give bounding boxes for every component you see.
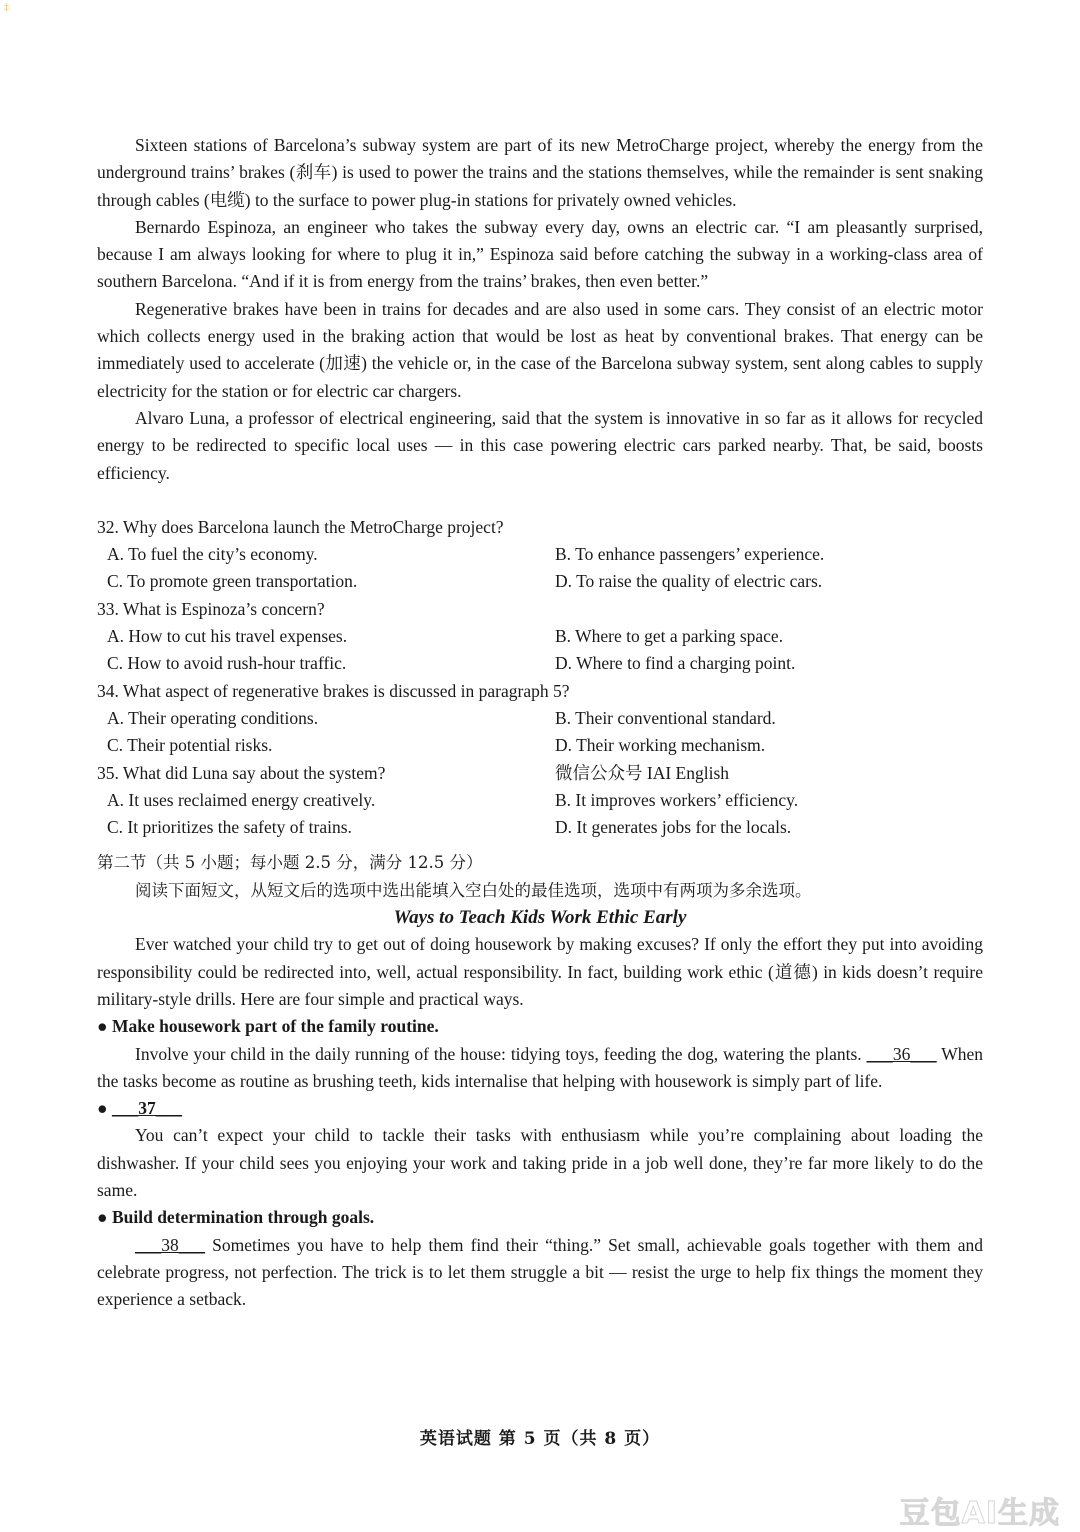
page-content xyxy=(97,132,983,1313)
passage-paragraph: Sixteen stations of Barcelona’s subway system are part of its new MetroCharge project, whereby the energy from the underground trains’ brakes (刹车) is used to power the trains and the stations themselves, while the remainder is sent snaking through cables (电缆) to the surface to power plug-in stations for privately owned vehicles. xyxy=(97,135,983,210)
question-32 xyxy=(97,514,983,596)
bullet-heading xyxy=(97,1204,983,1231)
ai-generated-watermark: 豆包AI生成 xyxy=(899,1496,1060,1531)
option-a: A. How to cut his travel expenses. xyxy=(107,626,348,647)
paragraph-text: Sometimes you have to help them find their “thing.” Set small, achievable goals together with them and celebrate progress, not perfection. The trick is to let them struggle a bit — resist the urge to help fix things the moment they experience a setback. xyxy=(97,1234,984,1310)
blank-38: ___38___ xyxy=(135,1234,205,1255)
option-c: C. How to avoid rush-hour traffic. xyxy=(107,653,347,674)
question-35 xyxy=(97,760,983,842)
blank-37: ___37___ xyxy=(111,1098,182,1119)
paragraph-text: Involve your child in the daily running of the house: tidying toys, feeding the dog, watering the plants. xyxy=(135,1043,862,1064)
option-a: A. Their operating conditions. xyxy=(107,707,319,728)
body-paragraph xyxy=(97,1041,983,1096)
paragraph-text: When the tasks become as routine as brushing teeth, kids internalise that helping with housework is simply part of life. xyxy=(97,1043,983,1091)
intro-paragraph: Ever watched your child try to get out of doing housework by making excuses? If only the effort they put into avoiding responsibility could be redirected into, well, actual responsibility. In fact, building work ethic (道德) in kids doesn’t require military-style drills. Here are four simple and practical ways. xyxy=(97,934,983,1009)
bullet-heading-text: Make housework part of the family routine. xyxy=(111,1016,439,1037)
option-b: B. Where to get a parking space. xyxy=(555,626,784,647)
option-a: A. It uses reclaimed energy creatively. xyxy=(107,789,376,810)
passage-paragraph: Alvaro Luna, a professor of electrical engineering, said that the system is innovative in so far as it allows for recycled energy to be redirected to specific local uses — in this case powering electric cars parked nearby. That, be said, boosts efficiency. xyxy=(97,407,983,483)
corner-tick-mark: ‡ xyxy=(4,2,9,13)
section-instruction: 阅读下面短文，从短文后的选项中选出能填入空白处的最佳选项，选项中有两项为多余选项。 xyxy=(135,880,812,900)
question-stem: 32. Why does Barcelona launch the MetroCharge project? xyxy=(97,516,504,537)
option-b: B. To enhance passengers’ experience. xyxy=(555,544,825,565)
question-stem: 35. What did Luna say about the system? xyxy=(97,762,386,783)
option-b: B. It improves workers’ efficiency. xyxy=(555,789,799,810)
question-stem: 34. What aspect of regenerative brakes is discussed in paragraph 5? xyxy=(97,680,570,701)
passage-title: Ways to Teach Kids Work Ethic Early xyxy=(393,907,687,929)
bullet-icon: ● xyxy=(97,1016,108,1037)
option-c: C. To promote green transportation. xyxy=(107,571,358,592)
bullet-heading-text: Build determination through goals. xyxy=(111,1207,375,1228)
option-d: D. Their working mechanism. xyxy=(555,735,766,756)
blank-36: ___36___ xyxy=(866,1043,937,1064)
option-c: C. It prioritizes the safety of trains. xyxy=(107,817,352,838)
question-33 xyxy=(97,596,983,678)
section-heading: 第二节（共 5 小题；每小题 2.5 分，满分 12.5 分） xyxy=(97,853,483,873)
option-d: D. It generates jobs for the locals. xyxy=(555,817,792,838)
question-34 xyxy=(97,678,983,760)
bullet-icon: ● xyxy=(97,1207,108,1228)
option-b: B. Their conventional standard. xyxy=(555,707,776,728)
body-paragraph: You can’t expect your child to tackle their tasks with enthusiasm while you’re complaining about loading the dishwasher. If your child sees you enjoying your work and taking pride in a job well done, they’re far more likely to do the same. xyxy=(97,1125,983,1200)
option-c: C. Their potential risks. xyxy=(107,735,273,756)
page-footer: 英语试题 第 5 页（共 8 页） xyxy=(419,1429,661,1449)
passage-paragraph: Regenerative brakes have been in trains for decades and are also used in some cars. They consist of an electric motor which collects energy used in the braking action that would be lost as heat by conventional brakes. That energy can be immediately used to accelerate (加速) the vehicle or, in the case of the Barcelona subway system, sent along cables to supply electricity for the station or for electric car chargers. xyxy=(97,298,983,401)
option-d: D. To raise the quality of electric cars. xyxy=(555,571,823,592)
bullet-heading xyxy=(97,1013,983,1040)
option-d: D. Where to find a charging point. xyxy=(555,653,796,674)
body-paragraph xyxy=(97,1232,983,1314)
bullet-icon: ● xyxy=(97,1098,108,1119)
passage-paragraph: Bernardo Espinoza, an engineer who takes the subway every day, owns an electric car. “I am pleasantly surprised, because I am always looking for where to plug it in,” Espinoza said before catching the subway in a working-class area of southern Barcelona. “And if it is from energy from the trains’ brakes, then even better.” xyxy=(97,216,983,292)
option-a: A. To fuel the city’s economy. xyxy=(107,544,318,565)
question-stem: 33. What is Espinoza’s concern? xyxy=(97,598,325,619)
bullet-heading xyxy=(97,1095,983,1122)
wechat-watermark-text: 微信公众号 IAI English xyxy=(555,762,730,783)
